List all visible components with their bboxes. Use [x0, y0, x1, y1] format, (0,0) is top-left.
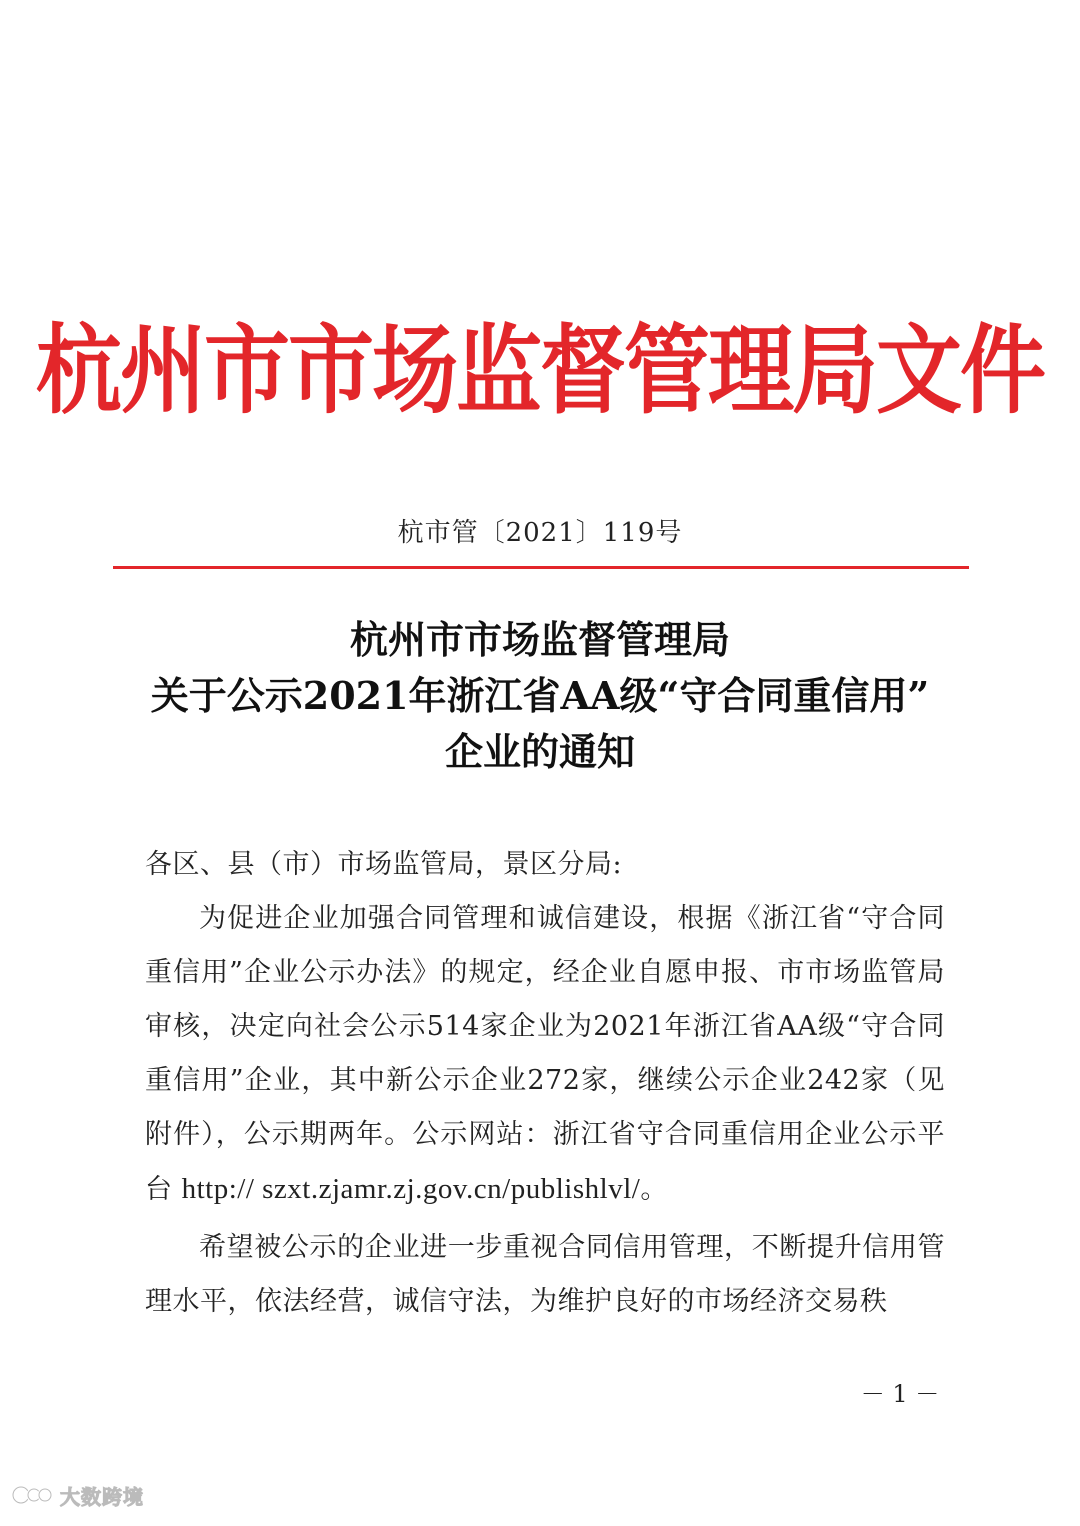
document-number: 杭市管〔2021〕119号 [397, 518, 683, 548]
page-number: － 1 － [860, 1380, 940, 1408]
notice-title [0, 612, 1080, 780]
paragraph-1-end: 。 [640, 1174, 668, 1205]
publish-url-link[interactable]: http:// szxt.zjamr.zj.gov.cn/publishlvl/ [181, 1173, 641, 1205]
notice-title-line-3: 企业的通知 [444, 729, 635, 774]
watermark [12, 1480, 144, 1510]
masthead-title: 杭州市市场监督管理局文件 [36, 314, 1044, 428]
red-divider-line [113, 566, 969, 569]
salutation: 各区、县（市）市场监管局，景区分局: [145, 849, 623, 880]
notice-title-line-1: 杭州市市场监督管理局 [349, 617, 730, 662]
paragraph-1-text: 为促进企业加强合同管理和诚信建设，根据《浙江省“守合同重信用”企业公示办法》的规定，经企业自愿申报、市市场监管局审核，决定向社会公示514家企业为2021年浙江省AA级“守合同重信用”企业，其中新公示企业272家，继续公示企业242家（见附件），公示期两年。公示网站：浙江省守合同重信用企业公示平台 [145, 903, 945, 1205]
paragraph-1 [145, 892, 945, 1217]
paragraph-2: 希望被公示的企业进一步重视合同信用管理，不断提升信用管理水平，依法经营，诚信守法，为维护良好的市场经济交易秩 [145, 1232, 945, 1317]
notice-title-line-2: 关于公示2021年浙江省AA级“守合同重信用” [150, 673, 930, 718]
notice-body [145, 838, 945, 1329]
dashuju-logo-icon [12, 1482, 54, 1508]
watermark-text: 大数跨境 [60, 1484, 144, 1509]
